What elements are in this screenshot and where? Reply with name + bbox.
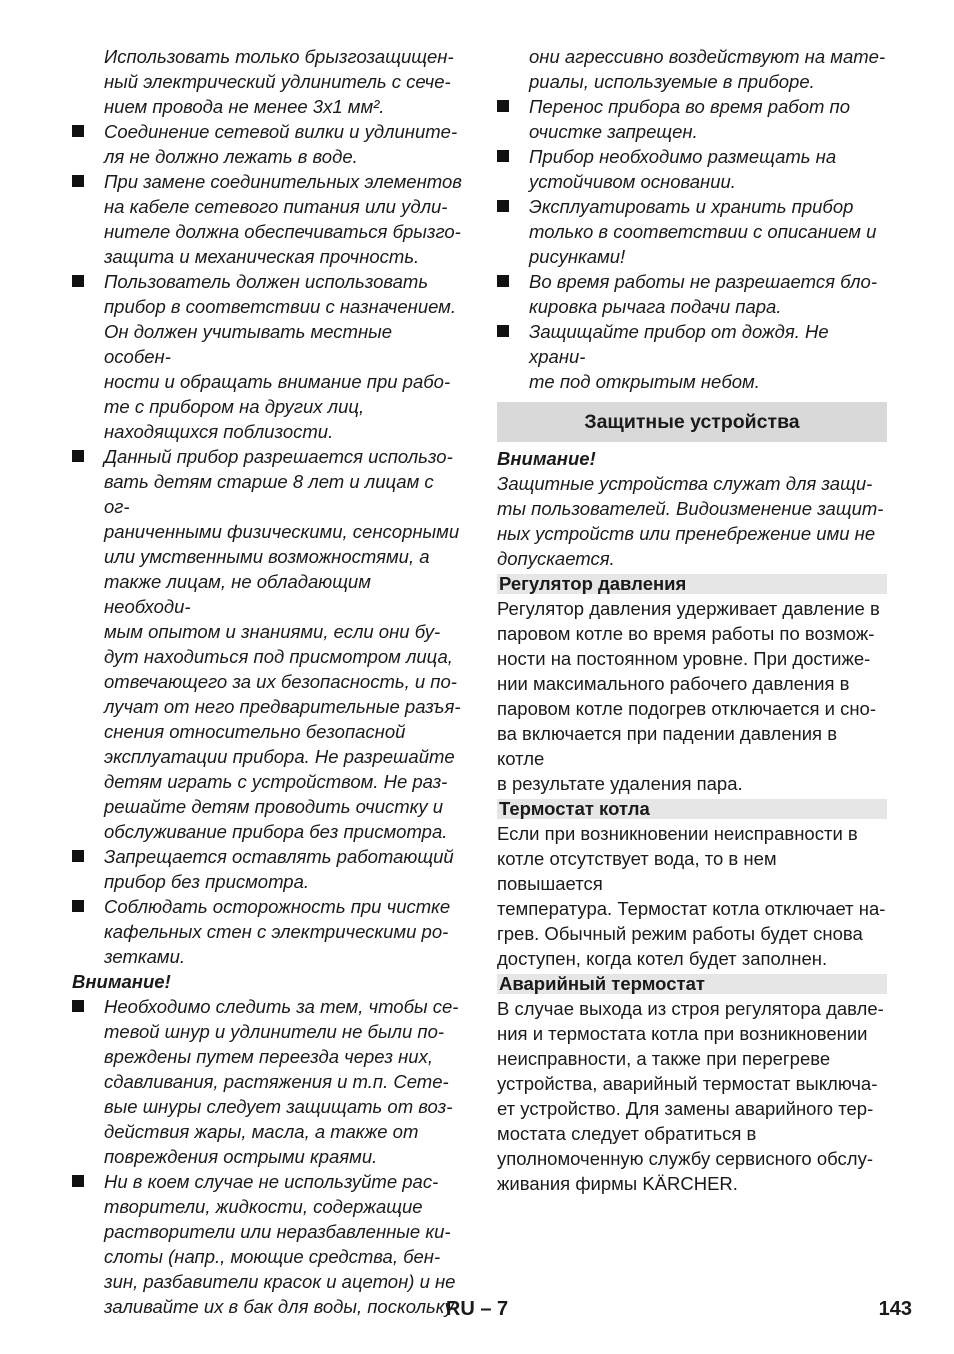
list-item-text: Необходимо следить за тем, чтобы се- тевой шнур и удлинители не были по- вреждены путем переезда через них, сдавливания, растяжения и т.п. Сете- вые шнуры следует защищать от воз- действия жары, масла, а также от повреждения острыми краями. xyxy=(104,996,459,1167)
subsection-text-boiler-thermostat: Если при возникновении неисправности в котле отсутствует вода, то в нем повышается температура. Термостат котла отключает на- грев. Обычный режим работы будет снова доступен, когда котел будет заполнен. xyxy=(497,823,886,969)
subsection-title-boiler-thermostat: Термостат котла xyxy=(497,799,887,819)
list-item xyxy=(72,894,462,969)
subsection-text-emergency-thermostat: В случае выхода из строя регулятора давле- ния и термостата котла при возникновении неисправности, а также при перегреве устройства, аварийный термостат выключа- ет устройство. Для замены аварийного тер- мостата следует обратиться в уполномоченную службу сервисного обслу- живания фирмы KÄRCHER. xyxy=(497,998,884,1194)
list-item xyxy=(497,269,887,319)
bullet-square-icon xyxy=(72,1000,84,1012)
list-item xyxy=(72,844,462,894)
bullet-square-icon xyxy=(72,275,84,287)
list-item xyxy=(72,994,462,1169)
list-item xyxy=(497,319,887,394)
list-item-text: Защищайте прибор от дождя. Не храни- те под открытым небом. xyxy=(529,321,829,392)
bullet-square-icon xyxy=(72,450,84,462)
list-item-text: Прибор необходимо размещать на устойчивом основании. xyxy=(529,146,837,192)
attention-label: Внимание! xyxy=(497,448,596,469)
subsection-text-pressure-regulator: Регулятор давления удерживает давление в паровом котле во время работы по возмож- ности на постоянном уровне. При достиже- нии максимального рабочего давления в паровом котле подогрев отключается и сно- ва включается при падении давления в котле в результате удаления пара. xyxy=(497,598,880,794)
list-item xyxy=(72,444,462,844)
footer-section-page: RU – 7 xyxy=(445,1298,509,1320)
subsection-title-emergency-thermostat: Аварийный термостат xyxy=(497,974,887,994)
list-item-text: Запрещается оставлять работающий прибор без присмотра. xyxy=(104,846,454,892)
list-item-text: Перенос прибора во время работ по очистке запрещен. xyxy=(529,96,851,142)
list-item-text: При замене соединительных элементов на кабеле сетевого питания или удли- нителе должна обеспечиваться брызго- защита и механическая прочность. xyxy=(104,171,462,267)
list-item-text: Пользователь должен использовать прибор в соответствии с назначением. Он должен учитывать местные особен- ности и обращать внимание при рабо- те с прибором на других лиц, находящихся поблизости. xyxy=(104,271,457,442)
footer-page-number: 143 xyxy=(878,1298,912,1320)
bullet-square-icon xyxy=(72,1175,84,1187)
bullet-square-icon xyxy=(72,175,84,187)
list-item-text: Эксплуатировать и хранить прибор только в соответствии с описанием и рисунками! xyxy=(529,196,877,267)
list-item-text: Во время работы не разрешается бло- кировка рычага подачи пара. xyxy=(529,271,877,317)
list-item-text: Соединение сетевой вилки и удлините- ля не должно лежать в воде. xyxy=(104,121,458,167)
list-item xyxy=(497,94,887,144)
bullet-square-icon xyxy=(497,100,509,112)
list-item xyxy=(72,169,462,269)
bullet-square-icon xyxy=(497,275,509,287)
subsection-title-pressure-regulator: Регулятор давления xyxy=(497,574,887,594)
bullet-square-icon xyxy=(72,125,84,137)
list-item xyxy=(72,119,462,169)
section-title: Защитные устройства xyxy=(497,402,887,442)
bullet-square-icon xyxy=(497,325,509,337)
right-column xyxy=(497,44,887,1196)
left-column xyxy=(72,44,462,1319)
attention-label: Внимание! xyxy=(72,971,171,992)
attention-text: Защитные устройства служат для защи- ты пользователей. Видоизменение защит- ных устройств или пренебрежение ими не допускается. xyxy=(497,473,884,569)
list-item xyxy=(497,144,887,194)
bullet-square-icon xyxy=(497,150,509,162)
list-item-text: Соблюдать осторожность при чистке кафельных стен с электрическими ро- зетками. xyxy=(104,896,451,967)
continuation-text: они агрессивно воздействуют на мате- риалы, используемые в приборе. xyxy=(529,46,886,92)
bullet-square-icon xyxy=(72,850,84,862)
bullet-square-icon xyxy=(72,900,84,912)
list-item-text: Ни в коем случае не используйте рас- творители, жидкости, содержащие растворители или неразбавленные ки- слоты (напр., моющие средства, бен- зин, разбавители красок и ацетон) и не заливайте их в бак для воды, поскольку xyxy=(104,1171,456,1317)
list-item-text: Данный прибор разрешается использо- вать детям старше 8 лет и лицам с ог- раниченными физическими, сенсорными или умственными возможностями, а также лицам, не обладающим необходи- мым опытом и знаниями, если они бу- дут находиться под присмотром лица, отвечающего за их безопасность, и по- лучат от него предварительные разъя- снения относительно безопасной эксплуатации прибора. Не разрешайте детям играть с устройством. Не раз- решайте детям проводить очистку и обслуживание прибора без присмотра. xyxy=(104,446,461,842)
list-item xyxy=(72,269,462,444)
list-item xyxy=(497,194,887,269)
bullet-square-icon xyxy=(497,200,509,212)
intro-continuation: Использовать только брызгозащищен- ный электрический удлинитель с сече- нием провода не менее 3x1 мм². xyxy=(104,46,454,117)
